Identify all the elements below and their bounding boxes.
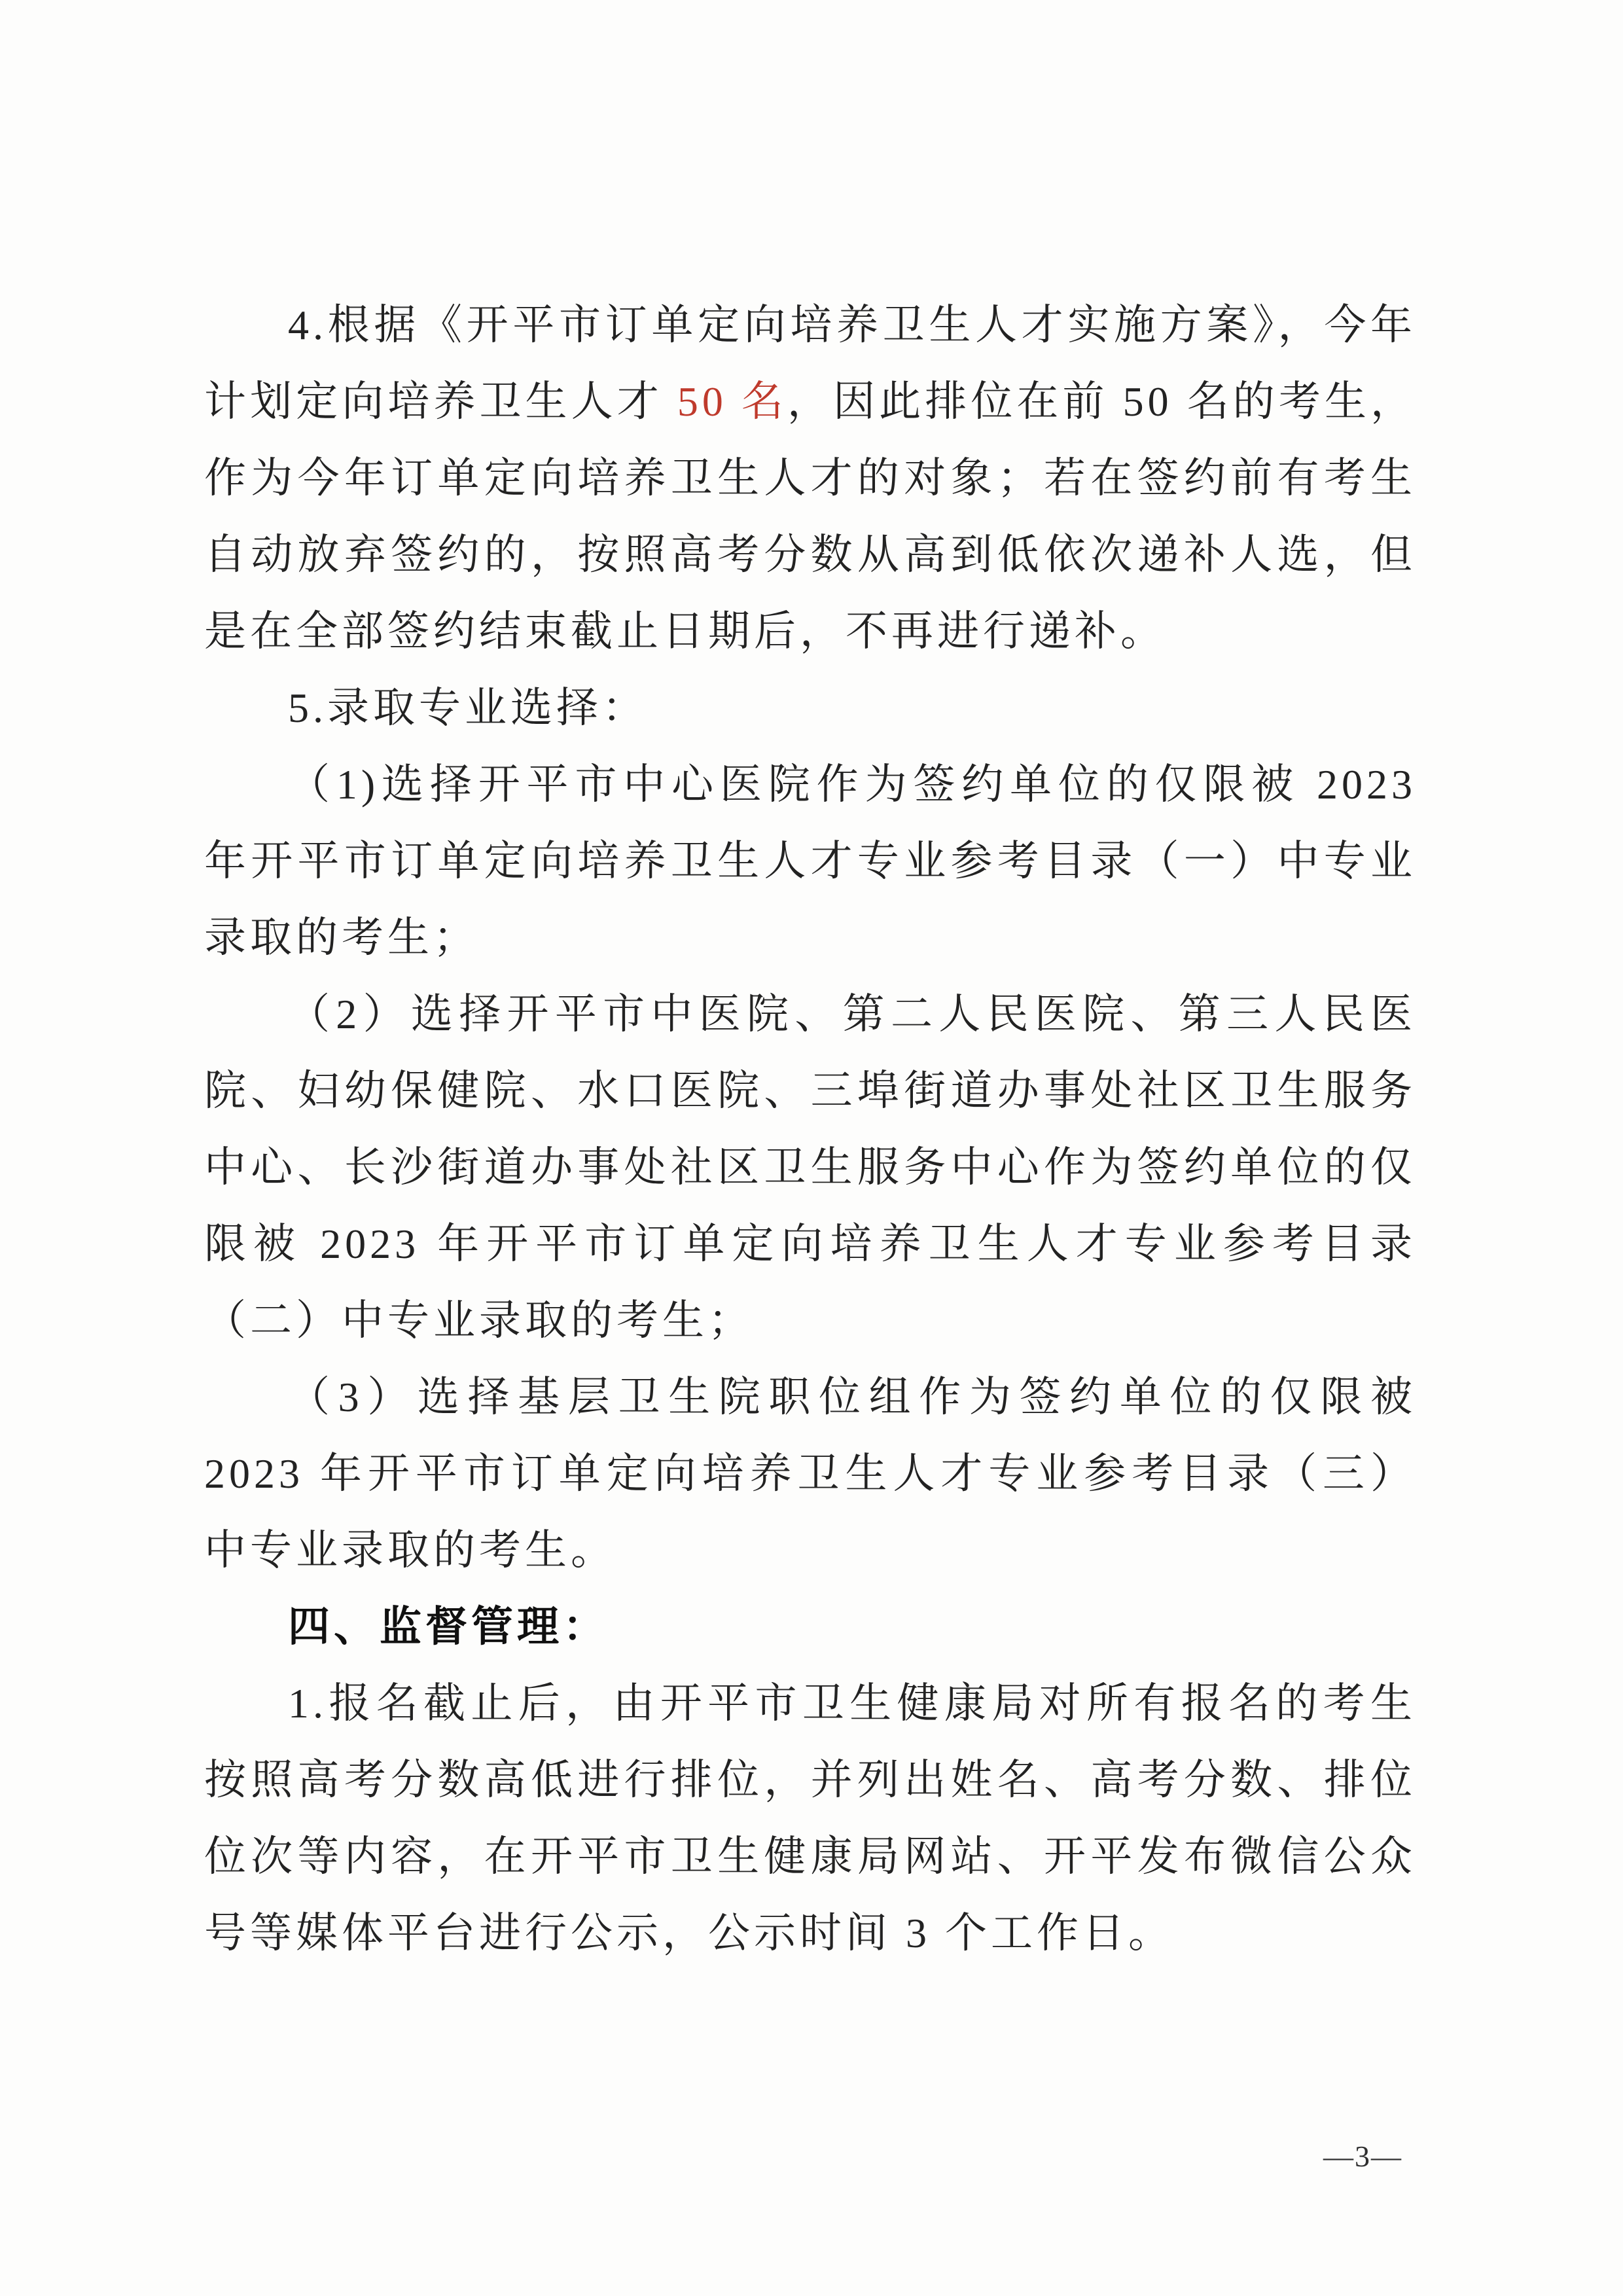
item4-text-after-highlight: ，因此排位在前 50 名的考生，作为今年订单定向培养卫生人才的对象；若在签约前有考生自动放弃签约的，按照高考分数从高到低依次递补人选，但是在全部签约结束截止日期后，不再进行递补。 <box>204 378 1417 655</box>
document-body-text <box>204 287 1416 1971</box>
item4-highlighted-quota: 50 名 <box>677 378 788 425</box>
paragraph-item-4 <box>204 287 1416 670</box>
section-heading-supervision: 四、监督管理： <box>288 1603 609 1650</box>
paragraph-supervision-item-1: 1.报名截止后，由开平市卫生健康局对所有报名的考生按照高考分数高低进行排位，并列出姓名、高考分数、排位位次等内容，在开平市卫生健康局网站、开平发布微信公众号等媒体平台进行公示，公示时间 3 个工作日。 <box>204 1680 1416 1956</box>
item4-text-before-highlight: 4.根据《开平市订单定向培养卫生人才实施方案》，今年计划定向培养卫生人才 <box>204 302 1416 425</box>
paragraph-item-5-sub-3: （3）选择基层卫生院职位组作为签约单位的仅限被 2023 年开平市订单定向培养卫生人才专业参考目录（三）中专业录取的考生。 <box>204 1374 1416 1573</box>
page-number: —3— <box>1323 2140 1402 2173</box>
paragraph-item-5-sub-2: （2）选择开平市中医院、第二人民医院、第三人民医院、妇幼保健院、水口医院、三埠街道办事处社区卫生服务中心、长沙街道办事处社区卫生服务中心作为签约单位的仅限被 2023 年开平市订单定向培养卫生人才专业参考目录（二）中专业录取的考生； <box>204 991 1416 1344</box>
paragraph-item-5-sub-1: （1)选择开平市中心医院作为签约单位的仅限被 2023 年开平市订单定向培养卫生人才专业参考目录（一）中专业录取的考生； <box>204 761 1416 961</box>
paragraph-item-5: 5.录取专业选择： <box>288 685 648 731</box>
